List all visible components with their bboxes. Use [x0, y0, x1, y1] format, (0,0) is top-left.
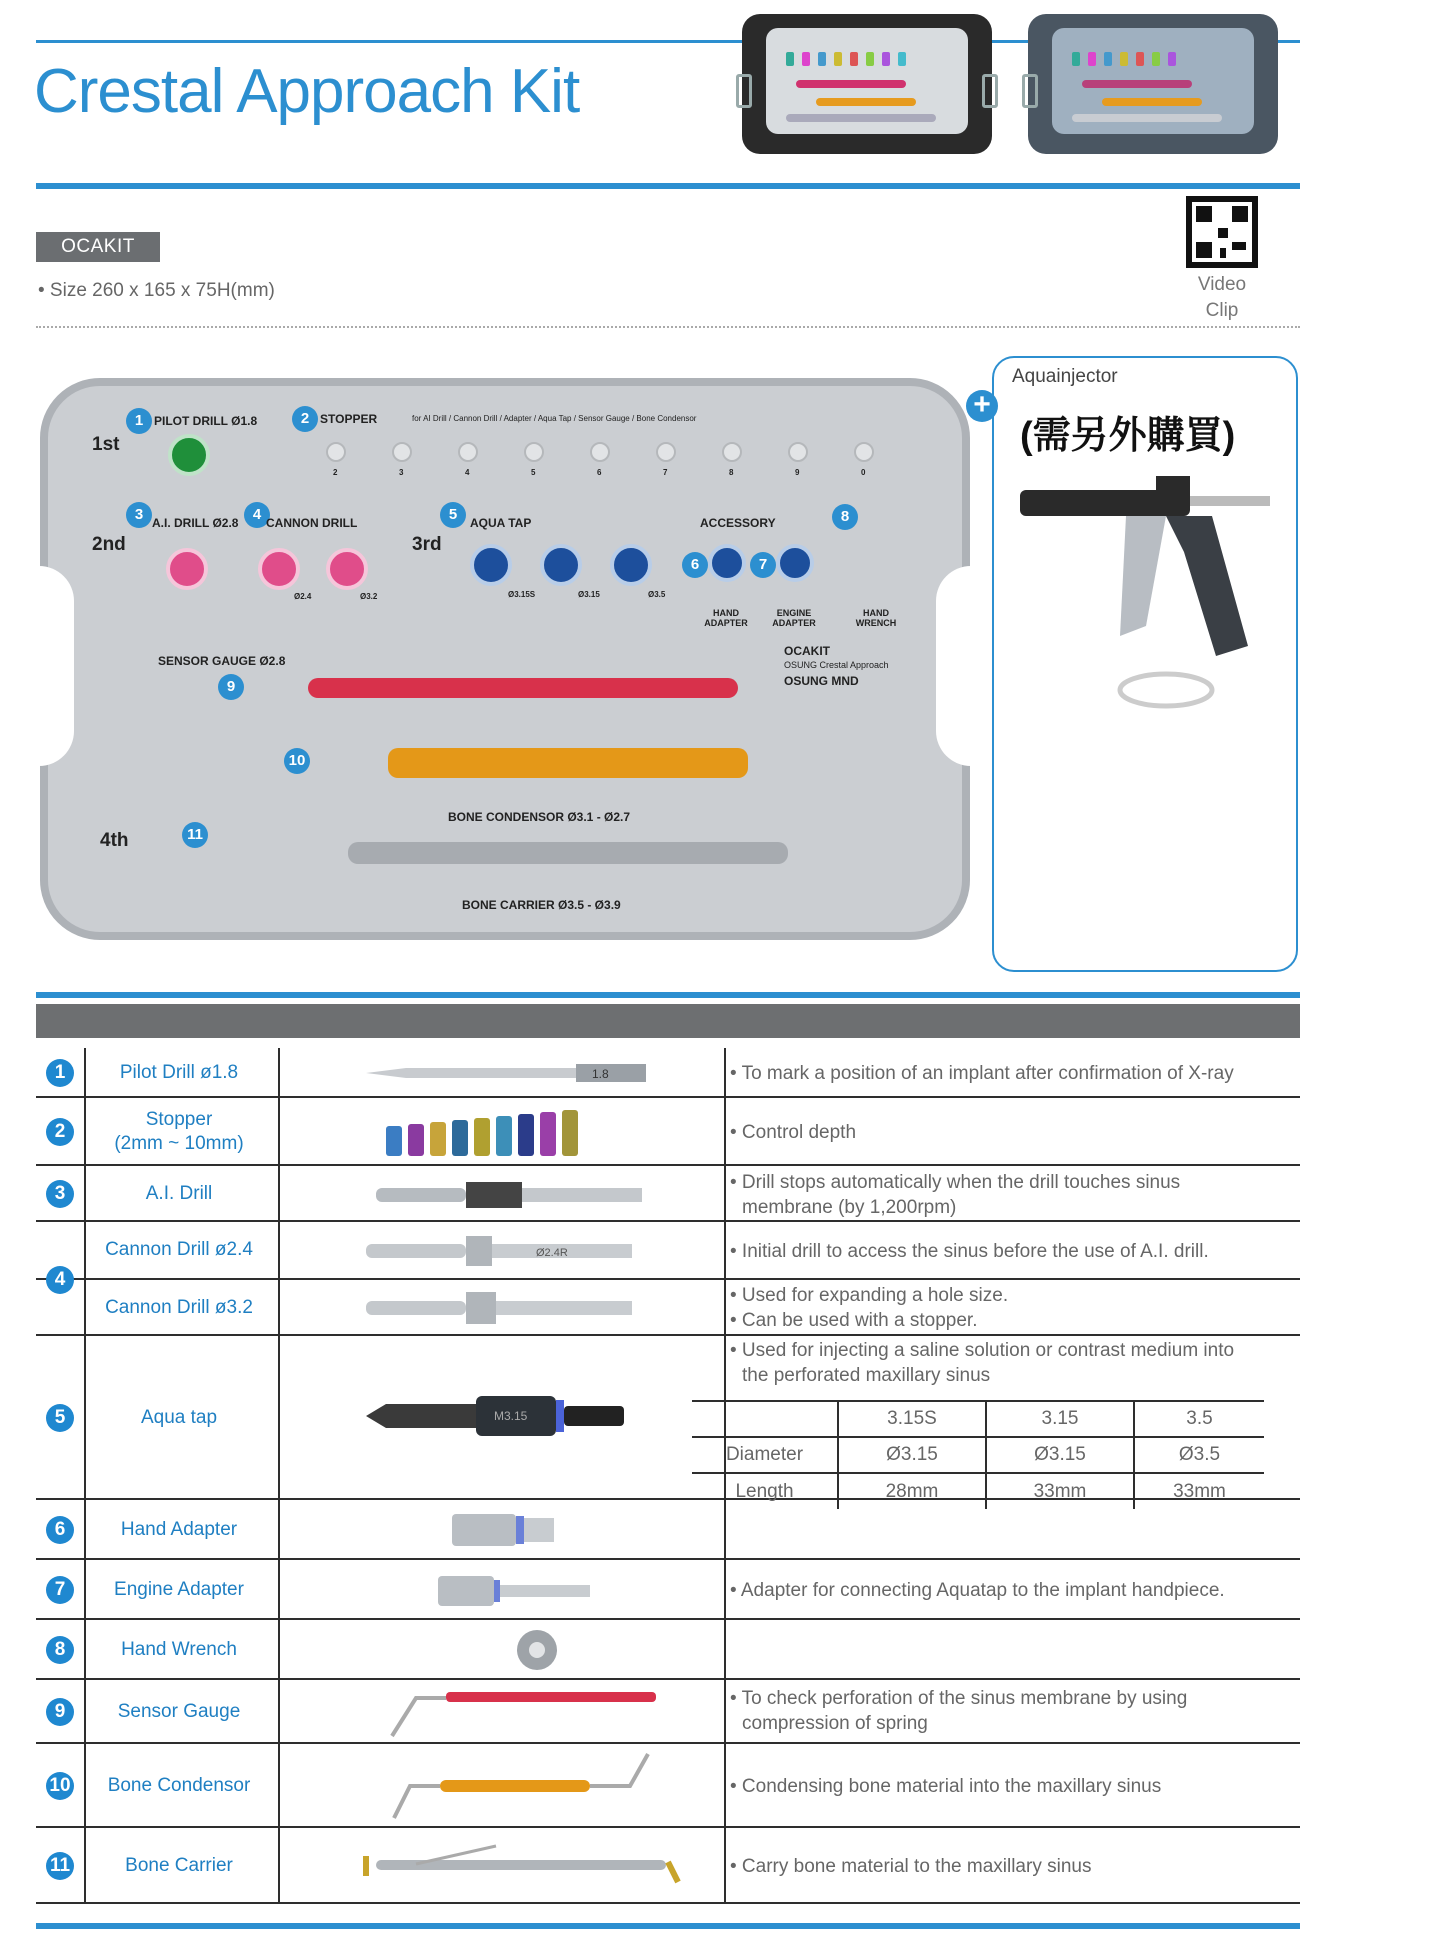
kit-color-dot [1120, 52, 1128, 66]
stopper-violet [540, 1112, 556, 1156]
tap-ring [556, 1400, 564, 1432]
drill-tip [366, 1301, 466, 1315]
socket-engine-adapter [776, 544, 814, 582]
stopper-size: 6 [597, 468, 602, 477]
aquainjector-title: Aquainjector [1012, 366, 1118, 387]
item-desc [730, 1170, 1300, 1220]
tray-bone-carrier-tool [348, 842, 788, 864]
bone-carrier-image [356, 1836, 696, 1896]
ai-drill-image [376, 1180, 676, 1210]
qr-module [1220, 248, 1226, 258]
socket-stopper [458, 442, 478, 462]
socket-stopper [656, 442, 676, 462]
sensor-gauge-image [386, 1686, 666, 1740]
tray-num-9: 9 [218, 674, 244, 700]
spec-label: Diameter [692, 1437, 838, 1473]
condensor-left-tip [394, 1786, 440, 1818]
item-name: Bone Condensor [107, 1775, 251, 1796]
tray-label-cannon-drill: CANNON DRILL [266, 516, 358, 530]
qr-module [1232, 242, 1246, 250]
stopper-blue [386, 1126, 402, 1156]
tap-mark: M3.15 [494, 1409, 528, 1423]
engine-adapter-image [438, 1574, 628, 1608]
spec-row-diameter [692, 1437, 1264, 1473]
tray-num-8: 8 [832, 504, 858, 530]
socket-cannon-drill-32 [326, 548, 368, 590]
kit-color-dot [834, 52, 842, 66]
spec-header-cell [692, 1401, 838, 1437]
item-name: Pilot Drill ø1.8 [119, 1062, 239, 1083]
spec-value: Ø3.15 [838, 1437, 986, 1473]
stopper-olive [474, 1118, 490, 1156]
tray-bone-condensor-tool [388, 748, 748, 778]
video-label-line2: Clip [1205, 300, 1239, 321]
kit-color-dot [1088, 52, 1096, 66]
cannon-drill-24-image [366, 1236, 676, 1266]
hand-adapter-image [452, 1510, 572, 1550]
item-desc [730, 1283, 1300, 1333]
desc-line: • Initial drill to access the sinus before the use of A.I. drill. [730, 1241, 1209, 1262]
kit-tray-diagram [40, 378, 970, 940]
spec-header-row [692, 1401, 1264, 1437]
tray-aqua-315s: Ø3.15S [508, 590, 536, 599]
item-name: Hand Wrench [121, 1639, 237, 1660]
kit-color-dot [898, 52, 906, 66]
stopper-size: 5 [531, 468, 536, 477]
item-name: Cannon Drill ø3.2 [105, 1297, 253, 1318]
kit-color-dot [866, 52, 874, 66]
tray-label-bone-carrier: BONE CARRIER Ø3.5 - Ø3.9 [462, 898, 621, 912]
qr-code-icon[interactable] [1186, 196, 1258, 268]
carrier-body [376, 1860, 666, 1870]
item-name: Engine Adapter [114, 1579, 244, 1600]
kit-color-dot [882, 52, 890, 66]
tray-stopper-note: for AI Drill / Cannon Drill / Adapter / Aqua Tap / Sensor Gauge / Bone Condensor [412, 414, 697, 423]
desc-line: • Can be used with a stopper. [730, 1310, 978, 1331]
tray-num-6: 6 [682, 552, 708, 578]
adapter-shaft [500, 1585, 590, 1597]
tray-label-stopper: STOPPER [320, 412, 378, 426]
stopper-size: 3 [399, 468, 404, 477]
adapter-ring [494, 1580, 500, 1602]
kit-handle-left [1022, 74, 1038, 108]
hand-wrench-image [512, 1628, 562, 1672]
aquainjector-note: (需另外購買) [1020, 415, 1236, 457]
stopper-size: 8 [729, 468, 734, 477]
stopper-size: 2 [333, 468, 338, 477]
kit-tray-surface [1052, 28, 1254, 134]
drill-shank [496, 1301, 632, 1315]
desc-line: membrane (by 1,200rpm) [742, 1197, 957, 1218]
desc-line: • Used for injecting a saline solution or contrast medium into [730, 1340, 1235, 1361]
tray-aqua-35: Ø3.5 [648, 590, 666, 599]
item-name [84, 1108, 274, 1156]
item-desc [730, 1061, 1300, 1086]
qr-module [1196, 206, 1212, 222]
tray-cannon-32: Ø3.2 [360, 592, 378, 601]
spec-value: 33mm [1134, 1473, 1264, 1509]
socket-stopper [590, 442, 610, 462]
qr-module [1196, 242, 1212, 258]
product-code-badge: OCAKIT [36, 232, 160, 262]
desc-line: • To check perforation of the sinus membrane by using [730, 1688, 1188, 1709]
socket-ai-drill [166, 548, 208, 590]
item-desc [730, 1578, 1300, 1603]
item-name-line1: Stopper [145, 1109, 213, 1130]
spec-label: Length [692, 1473, 838, 1509]
desc-line: • Control depth [730, 1122, 857, 1143]
tap-shank [564, 1406, 624, 1426]
item-desc [730, 1120, 1300, 1145]
tray-engine-adapter: ENGINE ADAPTER [772, 608, 816, 628]
plus-icon: + [966, 390, 998, 422]
pilot-drill-image [366, 1060, 676, 1086]
bottom-rule [36, 1923, 1300, 1929]
socket-stopper [392, 442, 412, 462]
video-clip-label[interactable] [1186, 272, 1258, 324]
tray-ocakit: OCAKIT [784, 644, 830, 658]
table-row [36, 1620, 1300, 1680]
drill-mark: 1.8 [592, 1067, 609, 1081]
item-number-badge: 9 [46, 1698, 74, 1726]
tray-num-2: 2 [292, 406, 318, 432]
stopper-set-image [382, 1108, 662, 1158]
drill-tip [366, 1244, 466, 1258]
kit-handle-left [736, 74, 752, 108]
item-name: A.I. Drill [145, 1183, 213, 1204]
kit-tool-orange [816, 98, 916, 106]
table-row [36, 1048, 1300, 1098]
condensor-handle [440, 1780, 590, 1792]
spec-header-cell: 3.15S [838, 1401, 986, 1437]
desc-line: • Adapter for connecting Aquatap to the implant handpiece. [730, 1580, 1225, 1601]
table-row [36, 1560, 1300, 1620]
spec-value: Ø3.5 [1134, 1437, 1264, 1473]
item-desc [730, 1686, 1300, 1736]
dotted-divider [36, 326, 1300, 328]
socket-stopper [854, 442, 874, 462]
item-desc [730, 1239, 1300, 1264]
spec-value: 33mm [986, 1473, 1134, 1509]
item-number-badge: 11 [46, 1852, 74, 1880]
spec-header-cell: 3.5 [1134, 1401, 1264, 1437]
tray-num-7: 7 [750, 552, 776, 578]
desc-line: • Condensing bone material into the maxillary sinus [730, 1776, 1162, 1797]
tray-num-4: 4 [244, 502, 270, 528]
tray-num-1: 1 [126, 408, 152, 434]
item-number-badge: 6 [46, 1516, 74, 1544]
desc-line: • Used for expanding a hole size. [730, 1285, 1009, 1306]
tray-label-pilot-drill: PILOT DRILL Ø1.8 [154, 414, 258, 428]
stopper-size: 9 [795, 468, 800, 477]
drill-collar [466, 1182, 522, 1208]
kit-photo-blue [1028, 14, 1278, 154]
item-desc [730, 1338, 1300, 1388]
socket-stopper [524, 442, 544, 462]
kit-color-dot [1136, 52, 1144, 66]
kit-color-dot [1168, 52, 1176, 66]
item-name: Sensor Gauge [117, 1701, 241, 1722]
tray-row-2nd: 2nd [92, 534, 126, 555]
kit-tool-silver [1072, 114, 1222, 122]
injector-rod [1190, 496, 1270, 506]
stopper-purple [408, 1124, 424, 1156]
aqua-tap-spec-table [692, 1400, 1264, 1509]
table-row [36, 1828, 1300, 1904]
item-name-line2: (2mm ~ 10mm) [114, 1133, 244, 1154]
tap-thread [366, 1404, 476, 1428]
video-label-line1: Video [1197, 274, 1247, 295]
tray-label-accessory: ACCESSORY [700, 516, 776, 530]
tray-num-10: 10 [284, 748, 310, 774]
kit-tool-orange [1102, 98, 1202, 106]
tray-row-4th: 4th [100, 830, 129, 851]
kit-tool-red [796, 80, 906, 88]
condensor-right-tip [590, 1754, 648, 1786]
table-row [36, 1744, 1300, 1828]
kit-photo-dark [742, 14, 992, 154]
kit-color-dot [850, 52, 858, 66]
kit-color-dot [1072, 52, 1080, 66]
socket-stopper [326, 442, 346, 462]
spec-value: Ø3.15 [986, 1437, 1134, 1473]
cannon-drill-32-image [366, 1292, 676, 1324]
stopper-size: 7 [663, 468, 668, 477]
item-number-badge: 4 [46, 1266, 74, 1294]
table-row [36, 1166, 1300, 1222]
item-number-badge: 2 [46, 1118, 74, 1146]
drill-shaft [366, 1068, 576, 1078]
page-title: Crestal Approach Kit [34, 57, 580, 126]
tray-brand: OSUNG MND [784, 674, 859, 688]
socket-hand-adapter [708, 544, 746, 582]
kit-tray-surface [766, 28, 968, 134]
stopper-cyan [496, 1116, 512, 1156]
drill-mark: Ø2.4R [536, 1247, 568, 1259]
kit-color-dot [818, 52, 826, 66]
desc-line: • Drill stops automatically when the drill touches sinus [730, 1172, 1181, 1193]
table-row [36, 1500, 1300, 1560]
injector-head [1156, 476, 1190, 498]
stopper-khaki [562, 1110, 578, 1156]
drill-tip [376, 1188, 466, 1202]
drill-shank [576, 1064, 646, 1082]
item-name: Hand Adapter [120, 1519, 238, 1540]
injector-tube [1120, 674, 1212, 706]
tray-num-11: 11 [182, 822, 208, 848]
aqua-tap-image [366, 1394, 676, 1438]
socket-cannon-drill-24 [258, 548, 300, 590]
tray-cannon-24: Ø2.4 [294, 592, 312, 601]
tray-num-5: 5 [440, 502, 466, 528]
gauge-tip [392, 1698, 446, 1736]
qr-module [1232, 206, 1248, 222]
kit-tool-silver [786, 114, 936, 122]
kit-color-dot [1104, 52, 1112, 66]
kit-color-dot [802, 52, 810, 66]
injector-grip [1120, 516, 1166, 636]
socket-aqua-tap-315s [470, 544, 512, 586]
item-name: Bone Carrier [125, 1855, 233, 1876]
tray-row-3rd: 3rd [412, 534, 442, 555]
socket-stopper [788, 442, 808, 462]
item-number-badge: 10 [46, 1772, 74, 1800]
item-number-badge: 5 [46, 1404, 74, 1432]
injector-trigger [1166, 516, 1248, 656]
tray-label-sensor-gauge: SENSOR GAUGE Ø2.8 [158, 654, 286, 668]
section-rule [36, 992, 1300, 998]
header-rule [36, 183, 1300, 189]
adapter-ring [516, 1516, 524, 1544]
desc-line: • Carry bone material to the maxillary sinus [730, 1856, 1092, 1877]
table-row [36, 1098, 1300, 1166]
adapter-body [438, 1576, 494, 1606]
spec-value: 28mm [838, 1473, 986, 1509]
item-number-badge: 1 [46, 1059, 74, 1087]
tray-num-3: 3 [126, 502, 152, 528]
kit-color-dot [1152, 52, 1160, 66]
aquainjector-image [1016, 476, 1286, 726]
item-desc [730, 1774, 1300, 1799]
wrench-hole [529, 1642, 545, 1658]
tray-side-notch-left [4, 566, 74, 766]
drill-stop [466, 1292, 496, 1324]
tray-label-bone-condensor: BONE CONDENSOR Ø3.1 - Ø2.7 [448, 810, 631, 824]
tray-hand-adapter: HAND ADAPTER [704, 608, 748, 628]
tray-hand-wrench: HAND WRENCH [855, 608, 897, 628]
qr-module [1218, 228, 1228, 238]
stopper-teal [452, 1120, 468, 1156]
drill-stop [466, 1236, 492, 1266]
item-name: Cannon Drill ø2.4 [105, 1239, 253, 1260]
socket-stopper [722, 442, 742, 462]
adapter-body [452, 1514, 516, 1546]
socket-pilot-drill [168, 434, 210, 476]
kit-size: • Size 260 x 165 x 75H(mm) [38, 280, 275, 301]
tray-aqua-315: Ø3.15 [578, 590, 600, 599]
table-header-bar [36, 1004, 1300, 1038]
socket-aqua-tap-315 [540, 544, 582, 586]
desc-line: compression of spring [742, 1713, 928, 1734]
stopper-navy [518, 1114, 534, 1156]
desc-line: • To mark a position of an implant after confirmation of X-ray [730, 1063, 1234, 1084]
socket-aqua-tap-35 [610, 544, 652, 586]
spec-header-cell: 3.15 [986, 1401, 1134, 1437]
stopper-gold [430, 1122, 446, 1156]
adapter-end [524, 1518, 554, 1542]
table-row [36, 1280, 1300, 1336]
kit-tool-red [1082, 80, 1192, 88]
stopper-size: 4 [465, 468, 470, 477]
spec-row-length [692, 1473, 1264, 1509]
item-number-badge: 3 [46, 1180, 74, 1208]
stopper-size: 0 [861, 468, 866, 477]
gauge-handle [446, 1692, 656, 1702]
tray-label-ai-drill: A.I. DRILL Ø2.8 [152, 516, 239, 530]
tray-sensor-gauge-tool [308, 678, 738, 698]
table-row [36, 1222, 1300, 1280]
kit-handle-right [982, 74, 998, 108]
item-name: Aqua tap [140, 1407, 218, 1428]
table-row [36, 1680, 1300, 1744]
item-number-badge: 7 [46, 1576, 74, 1604]
item-number-badge: 8 [46, 1636, 74, 1664]
kit-color-dot [786, 52, 794, 66]
desc-line: the perforated maxillary sinus [742, 1365, 991, 1386]
bone-condensor-image [386, 1750, 666, 1822]
tray-row-1st: 1st [92, 434, 120, 455]
tray-ocakit-sub: OSUNG Crestal Approach [784, 660, 889, 670]
carrier-right-tip [668, 1862, 678, 1882]
drill-shank [522, 1188, 642, 1202]
tray-label-aqua-tap: AQUA TAP [470, 516, 532, 530]
item-desc [730, 1854, 1300, 1879]
